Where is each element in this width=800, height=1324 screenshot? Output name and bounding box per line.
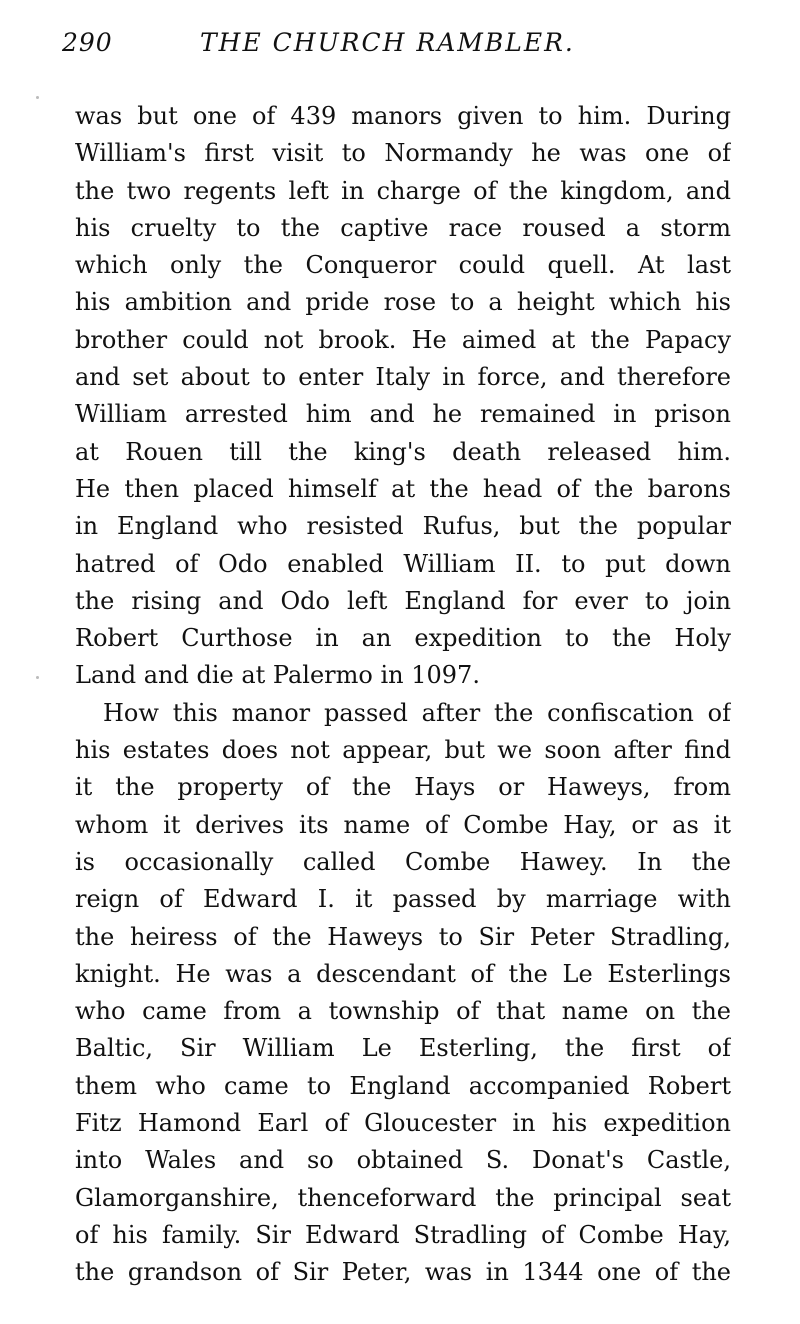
margin-mark xyxy=(36,96,39,99)
text-line: William's first visit to Normandy he was one of xyxy=(75,139,731,168)
text-line: Robert Curthose in an expedition to the Holy xyxy=(75,624,731,653)
text-line: brother could not brook. He aimed at the Papacy xyxy=(75,325,731,354)
text-line: who came from a township of that name on the xyxy=(75,997,731,1026)
text-line: which only the Conqueror could quell. At last xyxy=(75,251,731,280)
text-line: How this manor passed after the confiscation of xyxy=(103,698,731,727)
text-line: his cruelty to the captive race roused a storm xyxy=(75,213,731,242)
text-line: was but one of 439 manors given to him. During xyxy=(75,102,731,130)
margin-mark xyxy=(36,676,39,679)
text-line: Glamorganshire, thenceforward the principal seat xyxy=(75,1183,731,1212)
text-line: is occasionally called Combe Hawey. In the xyxy=(75,847,731,876)
text-line: them who came to England accompanied Robert xyxy=(75,1071,731,1100)
body-text xyxy=(75,98,731,1292)
paragraph-1 xyxy=(75,98,731,695)
text-line: and set about to enter Italy in force, and therefore xyxy=(75,363,731,392)
running-head: THE CHURCH RAMBLER. xyxy=(200,28,575,57)
text-line: the grandson of Sir Peter, was in 1344 one of the xyxy=(75,1258,731,1287)
text-line: the rising and Odo left England for ever to join xyxy=(75,586,731,615)
text-line: Land and die at Palermo in 1097. xyxy=(75,661,480,690)
text-line: Fitz Hamond Earl of Gloucester in his expedition xyxy=(75,1109,731,1138)
text-line: hatred of Odo enabled William II. to put down xyxy=(75,549,731,578)
text-line: it the property of the Hays or Haweys, from xyxy=(75,773,731,802)
text-line: whom it derives its name of Combe Hay, or as it xyxy=(75,810,731,839)
text-line: at Rouen till the king's death released him. xyxy=(75,437,731,466)
text-line: William arrested him and he remained in prison xyxy=(75,400,731,429)
text-line: knight. He was a descendant of the Le Esterlings xyxy=(75,959,731,988)
text-line: of his family. Sir Edward Stradling of Combe Hay, xyxy=(75,1220,731,1249)
page-header xyxy=(62,28,742,68)
text-line: He then placed himself at the head of the barons xyxy=(75,474,731,503)
text-line: his ambition and pride rose to a height which his xyxy=(75,288,731,317)
text-line: in England who resisted Rufus, but the popular xyxy=(75,512,731,541)
page-number: 290 xyxy=(62,28,113,57)
text-line: Baltic, Sir William Le Esterling, the first of xyxy=(75,1034,731,1063)
text-line: reign of Edward I. it passed by marriage with xyxy=(75,885,731,914)
text-line: his estates does not appear, but we soon after find xyxy=(75,736,731,765)
text-line: into Wales and so obtained S. Donat's Castle, xyxy=(75,1146,731,1175)
paragraph-2 xyxy=(75,695,731,1292)
text-line: the two regents left in charge of the kingdom, and xyxy=(75,176,731,205)
text-line: the heiress of the Haweys to Sir Peter Stradling, xyxy=(75,922,731,951)
